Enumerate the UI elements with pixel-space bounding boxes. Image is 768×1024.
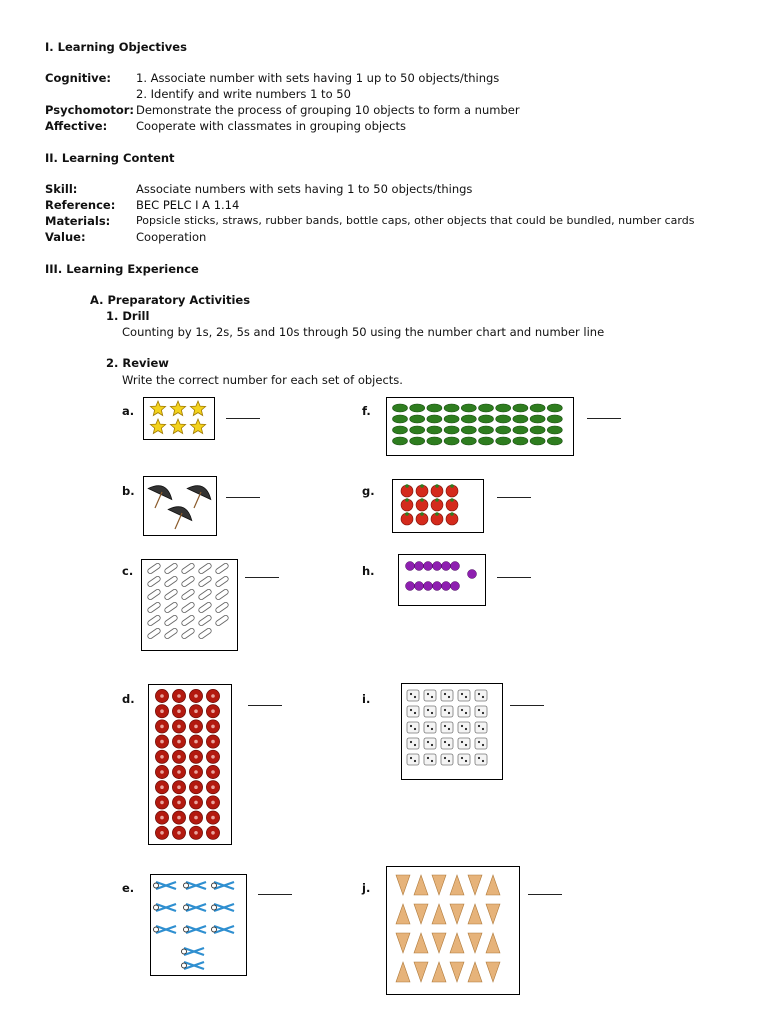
button-holes-icon xyxy=(160,801,164,805)
grape-icon xyxy=(451,562,460,571)
umbrella-handle-icon xyxy=(155,492,162,508)
ice-cream-cone-icon xyxy=(450,962,464,982)
tomato-stem-icon xyxy=(405,484,409,488)
umbrella-icon xyxy=(187,481,214,499)
objective-label-cognitive: Cognitive: xyxy=(45,71,112,85)
button-holes-icon xyxy=(160,831,164,835)
ice-cream-cone-icon xyxy=(450,933,464,953)
dice-pip-icon xyxy=(482,712,484,714)
dice-pip-icon xyxy=(414,760,416,762)
dice-icon xyxy=(458,706,470,717)
dice-icon xyxy=(407,690,419,701)
leaf-icon xyxy=(427,404,442,412)
paper-clip-icon xyxy=(198,588,212,600)
section-heading-experience: III. Learning Experience xyxy=(45,262,199,276)
scissors-handle-icon xyxy=(154,927,159,932)
dice-pip-icon xyxy=(414,712,416,714)
leaf-icon xyxy=(461,404,476,412)
ice-cream-cone-icon xyxy=(432,904,446,924)
button-holes-icon xyxy=(160,816,164,820)
dice-icon xyxy=(424,706,436,717)
paper-clip-icon xyxy=(215,614,229,626)
ice-cream-cone-icon xyxy=(450,904,464,924)
leaf-icon xyxy=(496,415,511,423)
dice-icon xyxy=(441,738,453,749)
ice-cream-cone-icon xyxy=(468,875,482,895)
tomato-stem-icon xyxy=(420,484,424,488)
ice-cream-cone-icon xyxy=(396,875,410,895)
dice-icon xyxy=(441,706,453,717)
grape-icon xyxy=(451,582,460,591)
star-icon xyxy=(150,401,165,416)
paper-clip-icon xyxy=(215,588,229,600)
leaf-icon xyxy=(461,437,476,445)
dice-icon xyxy=(424,722,436,733)
dice-pip-icon xyxy=(461,725,463,727)
paper-clip-icon xyxy=(164,614,178,626)
dice-pip-icon xyxy=(410,741,412,743)
tomato-stem-icon xyxy=(435,498,439,502)
dice-pip-icon xyxy=(448,760,450,762)
ice-cream-cone-icon xyxy=(396,962,410,982)
button-holes-icon xyxy=(160,709,164,713)
paper-clip-icon xyxy=(164,562,178,574)
star-icon xyxy=(190,419,205,434)
grape-icon xyxy=(406,582,415,591)
tomato-stem-icon xyxy=(435,512,439,516)
item-letter: e. xyxy=(122,881,135,895)
leaf-icon xyxy=(530,426,545,434)
ice-cream-cone-icon xyxy=(486,875,500,895)
dice-pip-icon xyxy=(465,760,467,762)
ice-cream-cone-icon xyxy=(414,875,428,895)
dice-icon xyxy=(475,706,487,717)
button-holes-icon xyxy=(160,694,164,698)
ice-cream-cone-icon xyxy=(486,904,500,924)
grape-icon xyxy=(406,562,415,571)
scissors-handle-icon xyxy=(212,905,217,910)
grape-icon xyxy=(433,562,442,571)
ice-cream-cone-icon xyxy=(396,933,410,953)
paper-clip-icon xyxy=(215,562,229,574)
umbrella-icon xyxy=(168,502,195,520)
paper-clip-icon xyxy=(164,601,178,613)
ice-cream-cone-icon xyxy=(468,962,482,982)
paper-clip-icon xyxy=(181,627,195,639)
dice-pip-icon xyxy=(427,709,429,711)
leaf-icon xyxy=(530,437,545,445)
star-icon xyxy=(190,401,205,416)
button-holes-icon xyxy=(194,816,198,820)
dice-pip-icon xyxy=(414,696,416,698)
button-holes-icon xyxy=(177,694,181,698)
ice-cream-cone-icon xyxy=(414,904,428,924)
leaf-icon xyxy=(513,404,528,412)
paper-clip-icon xyxy=(181,614,195,626)
dice-pip-icon xyxy=(461,741,463,743)
paper-clip-icon xyxy=(181,562,195,574)
button-holes-icon xyxy=(194,740,198,744)
leaf-icon xyxy=(547,437,562,445)
objective-label-affective: Affective: xyxy=(45,119,108,133)
item-letter: g. xyxy=(362,484,375,498)
paper-clip-icon xyxy=(147,601,161,613)
item-letter: j. xyxy=(362,881,371,895)
scissors-handle-icon xyxy=(184,905,189,910)
leaf-icon xyxy=(393,404,408,412)
button-holes-icon xyxy=(194,801,198,805)
subheading-preparatory: A. Preparatory Activities xyxy=(90,293,251,307)
ice-cream-cone-icon xyxy=(486,962,500,982)
content-value: BEC PELC I A 1.14 xyxy=(136,198,240,212)
leaf-icon xyxy=(410,426,425,434)
dice-icon xyxy=(407,722,419,733)
dice-pip-icon xyxy=(448,744,450,746)
dice-pip-icon xyxy=(478,725,480,727)
button-holes-icon xyxy=(177,740,181,744)
dice-pip-icon xyxy=(444,757,446,759)
leaf-icon xyxy=(513,415,528,423)
button-holes-icon xyxy=(194,755,198,759)
dice-pip-icon xyxy=(444,741,446,743)
leaf-icon xyxy=(513,426,528,434)
item-letter: i. xyxy=(362,692,371,706)
paper-clip-icon xyxy=(181,601,195,613)
leaf-icon xyxy=(393,415,408,423)
button-holes-icon xyxy=(177,785,181,789)
button-holes-icon xyxy=(177,770,181,774)
paper-clip-icon xyxy=(147,627,161,639)
button-holes-icon xyxy=(211,694,215,698)
objective-line: 2. Identify and write numbers 1 to 50 xyxy=(136,87,351,101)
paper-clip-icon xyxy=(164,627,178,639)
paper-clip-icon xyxy=(181,588,195,600)
ice-cream-cone-icon xyxy=(486,933,500,953)
dice-icon xyxy=(407,754,419,765)
tomato-stem-icon xyxy=(420,498,424,502)
dice-pip-icon xyxy=(414,744,416,746)
grape-icon xyxy=(424,562,433,571)
dice-pip-icon xyxy=(478,741,480,743)
paper-clip-icon xyxy=(164,588,178,600)
tomato-stem-icon xyxy=(435,484,439,488)
leaf-icon xyxy=(496,404,511,412)
button-holes-icon xyxy=(194,831,198,835)
item-letter: a. xyxy=(122,404,135,418)
scissors-handle-icon xyxy=(212,883,217,888)
leaf-icon xyxy=(393,437,408,445)
content-value: Associate numbers with sets having 1 to 50 objects/things xyxy=(136,182,473,196)
paper-clip-icon xyxy=(198,562,212,574)
grape-icon xyxy=(415,582,424,591)
dice-pip-icon xyxy=(461,693,463,695)
button-holes-icon xyxy=(194,694,198,698)
dice-icon xyxy=(458,738,470,749)
button-holes-icon xyxy=(177,816,181,820)
dice-pip-icon xyxy=(478,757,480,759)
dice-pip-icon xyxy=(431,696,433,698)
dice-pip-icon xyxy=(410,725,412,727)
dice-icon xyxy=(441,754,453,765)
dice-pip-icon xyxy=(465,712,467,714)
paper-clip-icon xyxy=(198,614,212,626)
button-holes-icon xyxy=(160,725,164,729)
dice-icon xyxy=(407,706,419,717)
grape-icon xyxy=(442,582,451,591)
content-label-skill: Skill: xyxy=(45,182,78,196)
dice-pip-icon xyxy=(482,696,484,698)
dice-pip-icon xyxy=(427,693,429,695)
leaf-icon xyxy=(444,426,459,434)
dice-pip-icon xyxy=(482,760,484,762)
ice-cream-cone-icon xyxy=(432,962,446,982)
button-holes-icon xyxy=(177,725,181,729)
button-holes-icon xyxy=(160,785,164,789)
item-letter: b. xyxy=(122,484,135,498)
tomato-stem-icon xyxy=(405,498,409,502)
dice-pip-icon xyxy=(431,712,433,714)
scissors-handle-icon xyxy=(184,883,189,888)
scissors-handle-icon xyxy=(154,883,159,888)
button-holes-icon xyxy=(160,755,164,759)
tomato-stem-icon xyxy=(420,512,424,516)
leaf-icon xyxy=(547,415,562,423)
dice-icon xyxy=(475,738,487,749)
scissors-handle-icon xyxy=(212,927,217,932)
objective-label-psychomotor: Psychomotor: xyxy=(45,103,135,117)
paper-clip-icon xyxy=(215,575,229,587)
leaf-icon xyxy=(410,415,425,423)
paper-clip-icon xyxy=(198,627,212,639)
button-holes-icon xyxy=(194,770,198,774)
objective-line: Cooperate with classmates in grouping objects xyxy=(136,119,406,133)
dice-pip-icon xyxy=(444,693,446,695)
button-holes-icon xyxy=(211,831,215,835)
subheading-drill: 1. Drill xyxy=(106,309,150,323)
dice-icon xyxy=(424,690,436,701)
leaf-icon xyxy=(547,426,562,434)
ice-cream-cone-icon xyxy=(414,933,428,953)
leaf-icon xyxy=(410,404,425,412)
button-holes-icon xyxy=(194,725,198,729)
star-icon xyxy=(170,401,185,416)
leaf-icon xyxy=(410,437,425,445)
dice-icon xyxy=(458,722,470,733)
button-holes-icon xyxy=(160,740,164,744)
grape-icon xyxy=(442,562,451,571)
leaf-icon xyxy=(393,426,408,434)
dice-pip-icon xyxy=(444,725,446,727)
button-holes-icon xyxy=(177,831,181,835)
paper-clip-icon xyxy=(198,575,212,587)
dice-icon xyxy=(475,754,487,765)
leaf-icon xyxy=(530,404,545,412)
section-heading-content: II. Learning Content xyxy=(45,151,175,165)
leaf-icon xyxy=(444,415,459,423)
tomato-stem-icon xyxy=(450,484,454,488)
button-holes-icon xyxy=(211,725,215,729)
paper-clip-icon xyxy=(147,562,161,574)
dice-pip-icon xyxy=(448,712,450,714)
dice-pip-icon xyxy=(410,757,412,759)
content-value: Popsicle sticks, straws, rubber bands, bottle caps, other objects that could be bundled, number cards xyxy=(136,214,695,227)
dice-pip-icon xyxy=(431,728,433,730)
ice-cream-cone-icon xyxy=(468,904,482,924)
leaf-icon xyxy=(461,426,476,434)
dice-pip-icon xyxy=(444,709,446,711)
dice-icon xyxy=(475,722,487,733)
leaf-icon xyxy=(461,415,476,423)
scissors-handle-icon xyxy=(182,949,187,954)
ice-cream-cone-icon xyxy=(432,933,446,953)
dice-pip-icon xyxy=(482,744,484,746)
dice-pip-icon xyxy=(414,728,416,730)
paper-clip-icon xyxy=(181,575,195,587)
dice-pip-icon xyxy=(448,728,450,730)
dice-pip-icon xyxy=(478,693,480,695)
paper-clip-icon xyxy=(198,601,212,613)
button-holes-icon xyxy=(211,785,215,789)
dice-pip-icon xyxy=(448,696,450,698)
dice-pip-icon xyxy=(427,725,429,727)
leaf-icon xyxy=(479,437,494,445)
dice-pip-icon xyxy=(410,709,412,711)
grape-icon xyxy=(424,582,433,591)
leaf-icon xyxy=(547,404,562,412)
tomato-stem-icon xyxy=(450,498,454,502)
button-holes-icon xyxy=(177,801,181,805)
dice-pip-icon xyxy=(431,760,433,762)
button-holes-icon xyxy=(211,801,215,805)
dice-icon xyxy=(458,690,470,701)
star-icon xyxy=(170,419,185,434)
item-letter: c. xyxy=(122,564,134,578)
dice-icon xyxy=(458,754,470,765)
item-letter: d. xyxy=(122,692,135,706)
button-holes-icon xyxy=(211,770,215,774)
dice-icon xyxy=(441,690,453,701)
content-label-reference: Reference: xyxy=(45,198,116,212)
button-holes-icon xyxy=(211,816,215,820)
content-label-materials: Materials: xyxy=(45,214,111,228)
leaf-icon xyxy=(444,437,459,445)
dice-pip-icon xyxy=(465,696,467,698)
scissors-handle-icon xyxy=(184,927,189,932)
grape-icon xyxy=(433,582,442,591)
leaf-icon xyxy=(496,426,511,434)
dice-pip-icon xyxy=(465,744,467,746)
dice-icon xyxy=(441,722,453,733)
button-holes-icon xyxy=(194,785,198,789)
dice-icon xyxy=(407,738,419,749)
dice-icon xyxy=(424,754,436,765)
umbrella-icon xyxy=(148,481,175,499)
leaf-icon xyxy=(530,415,545,423)
grape-icon xyxy=(468,570,477,579)
ice-cream-cone-icon xyxy=(432,875,446,895)
button-holes-icon xyxy=(177,755,181,759)
tomato-stem-icon xyxy=(450,512,454,516)
leaf-icon xyxy=(513,437,528,445)
button-holes-icon xyxy=(160,770,164,774)
ice-cream-cone-icon xyxy=(414,962,428,982)
ice-cream-cone-icon xyxy=(396,904,410,924)
umbrella-handle-icon xyxy=(194,492,201,508)
objective-line: 1. Associate number with sets having 1 up to 50 objects/things xyxy=(136,71,500,85)
dice-pip-icon xyxy=(431,744,433,746)
leaf-icon xyxy=(479,415,494,423)
ice-cream-cone-icon xyxy=(468,933,482,953)
dice-icon xyxy=(475,690,487,701)
subheading-review: 2. Review xyxy=(106,356,169,370)
paper-clip-icon xyxy=(147,588,161,600)
paper-clip-icon xyxy=(147,575,161,587)
button-holes-icon xyxy=(194,709,198,713)
content-value: Cooperation xyxy=(136,230,207,244)
grape-icon xyxy=(415,562,424,571)
content-label-value: Value: xyxy=(45,230,86,244)
dice-pip-icon xyxy=(465,728,467,730)
dice-pip-icon xyxy=(482,728,484,730)
dice-pip-icon xyxy=(410,693,412,695)
dice-icon xyxy=(424,738,436,749)
leaf-icon xyxy=(479,404,494,412)
paper-clip-icon xyxy=(147,614,161,626)
drill-text: Counting by 1s, 2s, 5s and 10s through 50 using the number chart and number line xyxy=(122,325,605,339)
scissors-handle-icon xyxy=(154,905,159,910)
button-holes-icon xyxy=(211,740,215,744)
leaf-icon xyxy=(427,415,442,423)
star-icon xyxy=(150,419,165,434)
umbrella-handle-icon xyxy=(175,513,182,529)
item-letter: f. xyxy=(362,404,371,418)
dice-pip-icon xyxy=(427,741,429,743)
review-text: Write the correct number for each set of objects. xyxy=(122,373,403,387)
dice-pip-icon xyxy=(478,709,480,711)
leaf-icon xyxy=(427,437,442,445)
leaf-icon xyxy=(496,437,511,445)
tomato-stem-icon xyxy=(405,512,409,516)
dice-pip-icon xyxy=(427,757,429,759)
dice-pip-icon xyxy=(461,709,463,711)
ice-cream-cone-icon xyxy=(450,875,464,895)
leaf-icon xyxy=(479,426,494,434)
objective-line: Demonstrate the process of grouping 10 objects to form a number xyxy=(136,103,520,117)
button-holes-icon xyxy=(211,709,215,713)
item-letter: h. xyxy=(362,564,375,578)
leaf-icon xyxy=(427,426,442,434)
paper-clip-icon xyxy=(215,601,229,613)
dice-pip-icon xyxy=(461,757,463,759)
paper-clip-icon xyxy=(164,575,178,587)
section-heading-objectives: I. Learning Objectives xyxy=(45,40,187,54)
button-holes-icon xyxy=(211,755,215,759)
scissors-handle-icon xyxy=(182,963,187,968)
leaf-icon xyxy=(444,404,459,412)
button-holes-icon xyxy=(177,709,181,713)
